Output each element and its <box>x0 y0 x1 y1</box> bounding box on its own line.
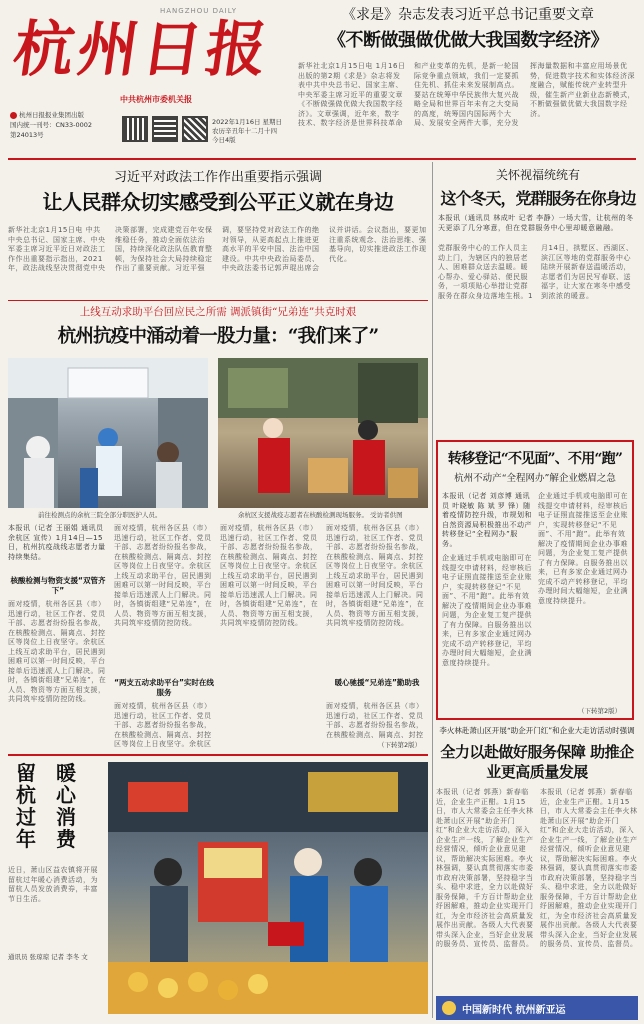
photo-bus-illustration <box>8 358 208 508</box>
warm-title-block <box>8 762 104 852</box>
feature-body-col1: 面对疫情，杭州各区县（市）迅速行动，社区工作者、党员干部、志愿者纷纷报名参战，在核酸检测点、隔离点、封控区等岗位上日夜坚守。余杭区上线互动求助平台，居民遇到困难可以第一时间反映，平台接单后迅速派人上门解决。同时，各镇街组建“兄弟连”，在人员、物资等方面互相支援，共同筑牢疫情防控防线。 <box>8 600 107 703</box>
issue-number: 第24013号 <box>10 131 44 139</box>
footer-banner <box>436 996 638 1020</box>
feature-continued: （下转第2版） <box>378 741 422 749</box>
qr-code-icon <box>182 116 208 142</box>
politics-story <box>8 162 428 298</box>
feature-subhead-2: “两支五动求助平台”实时在线服务 <box>114 678 214 697</box>
feature-kicker: 上线互动求助平台回应民之所需 调派镇街“兄弟连”共克时艰 <box>79 306 357 318</box>
politics-kicker: 习近平对政法工作作出重要指示强调 <box>113 170 322 185</box>
publisher-logo-icon <box>10 112 17 119</box>
warm-title-left: 留杭过年 <box>16 761 36 851</box>
group-info <box>10 110 120 140</box>
warm-title-right: 暖心消费 <box>56 761 76 851</box>
qr-code-icon <box>152 116 178 142</box>
photo-bus-medical-staff <box>8 358 208 508</box>
feature-caption-right: 余杭区支援战疫志愿者在核酸检测现场服务。 受访者供图 <box>238 511 403 519</box>
paper-name-en: HANGZHOU DAILY <box>160 7 237 15</box>
warm-body: 近日，萧山区益农镇将开展留杭过年暖心消费活动，为留杭人员发放消费券，丰富节日生活。 <box>8 866 98 903</box>
photo-market-illustration <box>108 762 428 1014</box>
photo-supermarket-volunteers <box>218 358 428 508</box>
transfer-body-col1: 企业通过手机或电脑即可在线提交申请材料，经审核后电子证照直接推送至企业账户，实现转移登记“不见面”、不用“跑”。此举有效解决了疫情期间企业办事难问题，为企业复工复产提供了有力保障。自服务推出以来，已有多家企业通过网办完成不动产转移登记，平均办理时间大幅缩短，企业满意度持续提升。 <box>442 554 532 667</box>
transfer-story-box <box>436 440 634 720</box>
paper-name-cn: 杭州日报 <box>9 15 275 85</box>
xiaoshan-body-col2: 本报讯（记者 郭燕）新春临近，企业生产正酣。1月15日，市人大常委会主任李火林赴萧山区开展“助企开门红”和企业大走访活动，深入企业生产一线，了解企业生产经营情况，倾听企业意见建议，帮助解决实际困难。李火林强调，要认真贯彻落实市委市政府决策部署，坚持稳字当头、稳中求进，全力以赴做好服务保障，千方百计帮助企业纾困解难，推动企业实现开门红，为全市经济社会高质量发展作出贡献。各级人大代表要带头深入企业，当好企业发展的服务员、宣传员、监督员。 <box>540 788 638 948</box>
feature-byline: 本报讯（记者 王丽娟 通讯员 余杭区 宣传）1月14日—15日，杭州抗疫战线志愿者力量持续集结。 <box>8 524 106 561</box>
group-info-text: 杭州日报报业集团出版 <box>19 111 84 119</box>
transfer-continued: （下转第2版） <box>578 707 622 715</box>
lead-story <box>298 4 638 154</box>
publisher-line <box>10 110 120 120</box>
politics-headline: 让人民群众切实感受到公平正义就在身边 <box>42 190 394 214</box>
xiaoshan-kicker: 李火林赴萧山区开展“助企开门红”和企业大走访活动时强调 <box>439 726 635 735</box>
warm-consumption-box <box>8 754 428 1018</box>
feature-story <box>8 300 428 750</box>
service-headline: 这个冬天，党群服务在你身边 <box>440 189 636 208</box>
photo-volunteers-illustration <box>218 358 428 508</box>
xiaoshan-story <box>436 724 638 994</box>
asian-games-logo-icon <box>442 1001 456 1015</box>
service-story <box>438 162 638 438</box>
qr-code-icon <box>122 116 148 142</box>
feature-body-col2: 面对疫情，杭州各区县（市）迅速行动，社区工作者、党员干部、志愿者纷纷报名参战，在核酸检测点、隔离点、封控区等岗位上日夜坚守。余杭区上线互动求助平台，居民遇到困难可以第一时间反映，平台接单后迅速派人上门解决。同时，各镇街组建“兄弟连”，在人员、物资等方面互相支援，共同筑牢疫情防控防线。 <box>114 524 213 627</box>
xiaoshan-body-col1: 本报讯（记者 郭燕）新春临近，企业生产正酣。1月15日，市人大常委会主任李火林赴萧山区开展“助企开门红”和企业大走访活动，深入企业生产一线，了解企业生产经营情况，倾听企业意见建议，帮助解决实际困难。李火林强调，要认真贯彻落实市委市政府决策部署，坚持稳字当头、稳中求进，全力以赴做好服务保障，千方百计帮助企业纾困解难，推动企业实现开门红，为全市经济社会高质量发展作出贡献。各级人大代表要带头深入企业，当好企业发展的服务员、宣传员、监督员。 <box>436 788 534 948</box>
feature-body-col4b: 面对疫情，杭州各区县（市）迅速行动，社区工作者、党员干部、志愿者纷纷报名参战，在核酸检测点、隔离点、封控 <box>326 702 424 738</box>
feature-body-col2b: 面对疫情，杭州各区县（市）迅速行动，社区工作者、党员干部、志愿者纷纷报名参战，在核酸检测点、隔离点、封控区等岗位上日夜坚守。余杭区 <box>114 702 212 748</box>
transfer-body-col2: 企业通过手机或电脑即可在线提交申请材料，经审核后电子证照直接推送至企业账户，实现转移登记“不见面”、不用“跑”。此举有效解决了疫情期间企业办事难问题，为企业复工复产提供了有力保障。自服务推出以来，已有多家企业通过网办完成不动产转移登记，平均办理时间大幅缩短，企业满意度持续提升。 <box>538 492 628 605</box>
feature-subhead-3: 暖心驰援“兄弟连”勤助我 <box>334 678 420 687</box>
lunar-date: 农历辛丑年十二月十四 <box>212 127 277 135</box>
page-count: 今日4版 <box>212 136 236 144</box>
service-byline: 本报讯（通讯员 林成叶 记者 李静）一场大雪，让杭州的冬天更添了几分寒意，但在党群服务中心里却暖意融融。 <box>438 214 634 232</box>
feature-body-col4: 面对疫情，杭州各区县（市）迅速行动，社区工作者、党员干部、志愿者纷纷报名参战，在核酸检测点、隔离点、封控区等岗位上日夜坚守。余杭区上线互动求助平台，居民遇到困难可以第一时间反映，平台接单后迅速派人上门解决。同时，各镇街组建“兄弟连”，在人员、物资等方面互相支援，共同筑牢疫情防控防线。 <box>326 524 425 627</box>
feature-headline: 杭州抗疫中涌动着一股力量：“我们来了” <box>57 326 379 347</box>
masthead-divider <box>8 158 636 160</box>
date-block <box>212 118 292 145</box>
warm-byline: 通讯员 张琼琼 记者 李冬 文 <box>8 953 88 961</box>
photo-market-shoppers <box>108 762 428 1014</box>
issuer: 中共杭州市委机关报 <box>120 95 192 104</box>
column-divider <box>432 162 433 1018</box>
service-kicker: 关怀视福统统有 <box>495 168 580 182</box>
lead-body: 新华社北京1月15日电 1月16日出版的第2期《求是》杂志将发表中共中央总书记、国家主席、中央军委主席习近平的重要文章《不断做强做优做大我国数字经济》。文章强调，近年来，数字技术、数字经济是世界科技革命和产业变革的先机，是新一轮国际竞争重点领域，我们一定要抓住先机、抓住未来发展制高点。要站在统筹中华民族伟大复兴战略全局和世界百年未有之大变局的高度，统筹国内国际两个大局、发展安全两件大事，充分发挥海量数据和丰富应用场景优势，促进数字技术和实体经济深度融合，赋能传统产业转型升级，催生新产业新业态新模式，不断做强做优做大我国数字经济。 <box>298 62 635 127</box>
feature-caption-left: 前往检测点的余杭三院全部分职医护人员。 <box>38 511 162 519</box>
transfer-byline: 本报讯（记者 刘彦博 通讯员 叶晓敏 陈 斌 罗 锋）随着疫情防控升级，市规划和自然资源局积极推出不动产转移登记“全程网办”服务。 <box>442 492 532 548</box>
feature-top-rule <box>8 300 428 301</box>
footer-banner-text: 中国新时代 杭州新亚运 <box>462 1005 566 1016</box>
transfer-headline: 转移登记“不见面”、不用“跑” <box>447 451 623 467</box>
feature-subhead-1: 核酸检测与物资支援“双管齐下” <box>10 576 106 595</box>
lead-headline: 《不断做强做优做大我国数字经济》 <box>328 30 608 51</box>
transfer-subhead: 杭州不动产“全程网办”解企业燃眉之急 <box>454 473 616 484</box>
xiaoshan-headline: 全力以赴做好服务保障 助推企业更高质量发展 <box>440 743 634 781</box>
date: 2022年1月16日 星期日 <box>212 118 283 126</box>
service-body: 党群服务中心的工作人员主动上门，为辖区内的独居老人、困难群众送去温暖。暖心帮办、爱心驿站、便民服务，一项项贴心举措让党群服务在群众身边落地生根。1月14日，拱墅区、西湖区、滨江区等地的党群服务中心陆续开展新春送温暖活动，志愿者们为居民写春联、送福字，让大家在寒冬中感受到浓浓的暖意。 <box>438 244 634 300</box>
feature-body-col3: 面对疫情，杭州各区县（市）迅速行动，社区工作者、党员干部、志愿者纷纷报名参战，在核酸检测点、隔离点、封控区等岗位上日夜坚守。余杭区上线互动求助平台，居民遇到困难可以第一时间反映，平台接单后迅速派人上门解决。同时，各镇街组建“兄弟连”，在人员、物资等方面互相支援，共同筑牢疫情防控防线。 <box>220 524 319 627</box>
politics-body: 新华社北京1月15日电 中共中央总书记、国家主席、中央军委主席习近平近日对政法工作作出重要指示指出，2021年，政法战线坚决贯彻党中央决策部署，完成建党百年安保维稳任务，推动全面依法治国，持续深化政法队伍教育整顿，为保持社会大局持续稳定作出了重要贡献。习近平强调，要坚持党对政法工作的绝对领导，从更高起点上推进更高水平的平安中国、法治中国建设。中共中央政治局委员、中央政法委书记郭声琨出席会议并讲话。会议指出，要更加注重系统观念、法治思维、强基导向，切实推进政法工作现代化。 <box>8 226 427 272</box>
cn-number: 国内统一刊号：CN33-0002 <box>10 121 93 129</box>
lead-kicker: 《求是》杂志发表习近平总书记重要文章 <box>342 7 594 23</box>
